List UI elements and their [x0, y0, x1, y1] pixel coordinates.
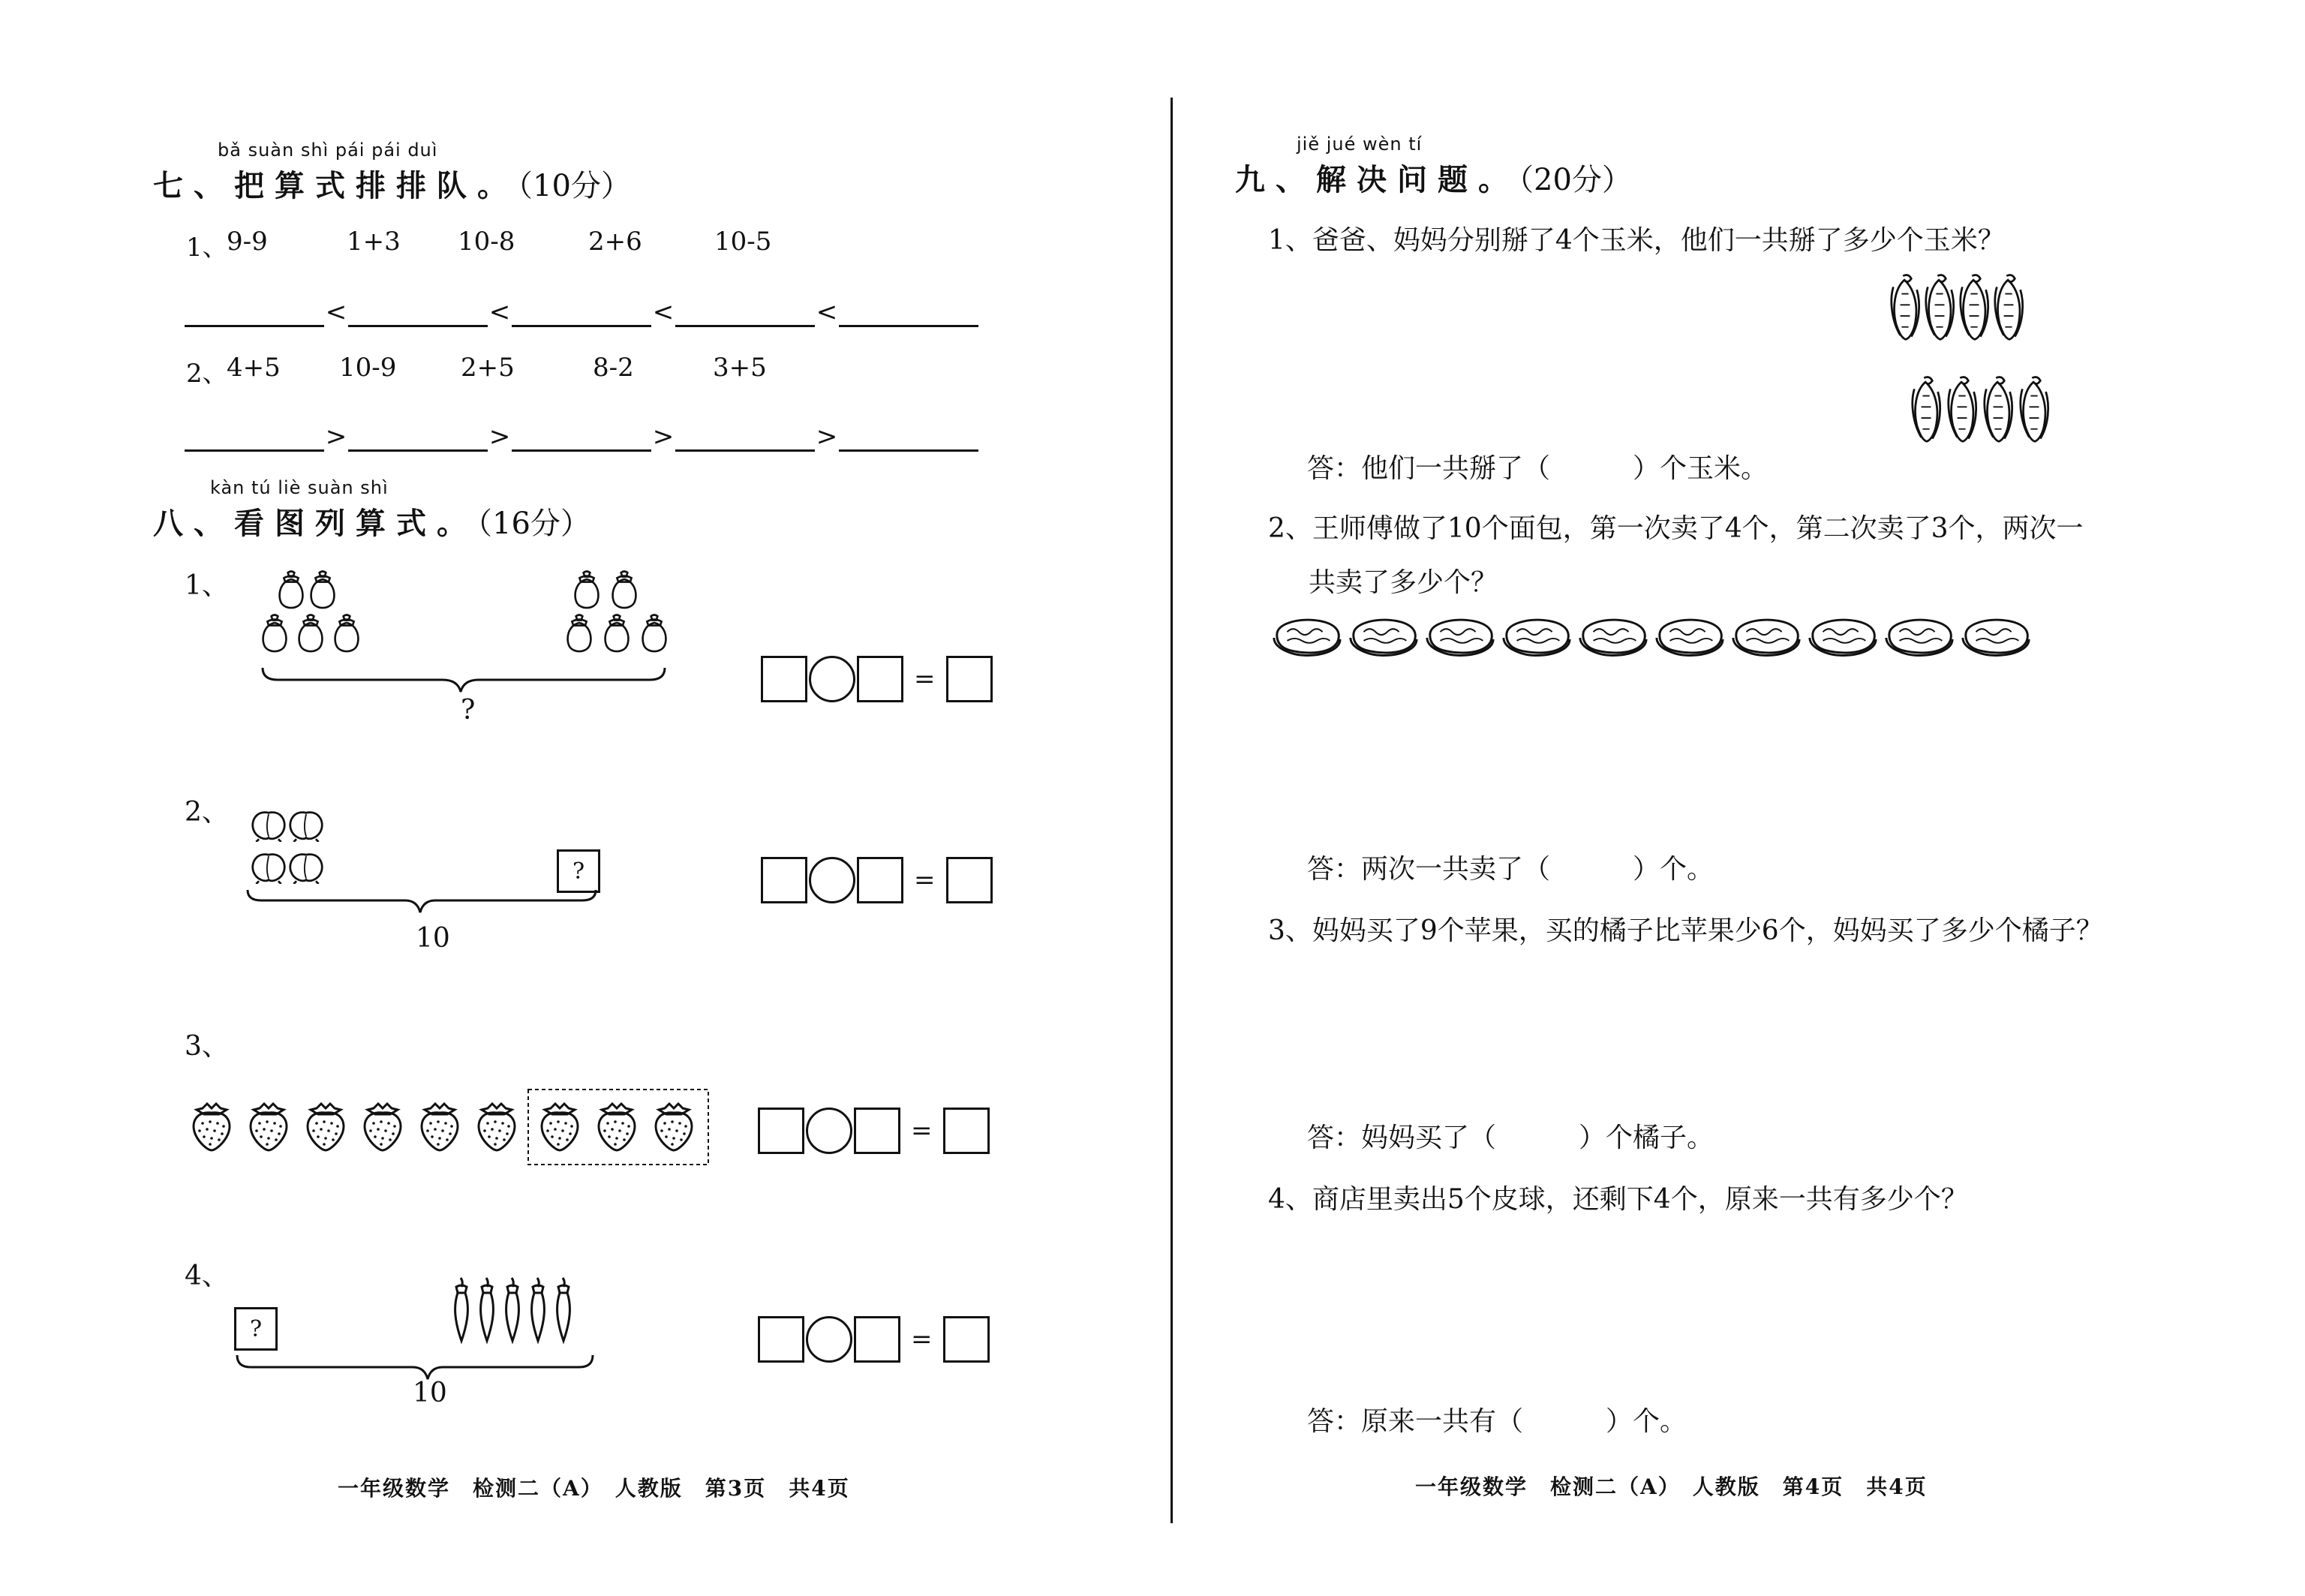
answer-blank[interactable]	[675, 299, 815, 327]
s8-q4-question-box: ?	[234, 1307, 278, 1351]
equals-sign: =	[914, 865, 936, 895]
operator-circle[interactable]	[806, 1108, 852, 1154]
s9-q2-picture	[1267, 608, 2047, 668]
answer-box[interactable]	[758, 1316, 804, 1363]
answer-suffix: ）个。	[1606, 1406, 1687, 1437]
s8-q3-picture	[185, 1087, 717, 1169]
answer-box[interactable]	[946, 857, 993, 903]
s8-q2-picture	[240, 803, 600, 915]
operator-circle[interactable]	[806, 1316, 852, 1363]
s8-q4-equation	[758, 1316, 990, 1363]
answer-blank[interactable]	[348, 424, 488, 452]
s7-row1-expr: 10-8	[458, 227, 515, 257]
answer-blank[interactable]	[675, 424, 815, 452]
s7-row2-answer-line	[185, 422, 978, 452]
greater-than-sign: >	[325, 422, 347, 452]
answer-suffix: ）个玉米。	[1633, 453, 1769, 484]
s9-q4-text: 4、商店里卖出5个皮球，还剩下4个，原来一共有多少个？	[1268, 1184, 1968, 1215]
page-divider	[1171, 98, 1173, 1523]
answer-box[interactable]	[943, 1316, 990, 1363]
greater-than-sign: >	[488, 422, 511, 452]
answer-box[interactable]	[946, 656, 993, 702]
s8-q3-equation	[758, 1108, 990, 1154]
s8-q2-brace-label: 10	[416, 923, 450, 954]
operator-circle[interactable]	[809, 857, 855, 903]
s8-q1-label: 1、	[185, 570, 229, 601]
s8-q4-label: 4、	[185, 1261, 229, 1291]
section7-heading	[153, 162, 631, 205]
section9-heading	[1235, 156, 1632, 199]
s7-row2-expr: 10-9	[339, 353, 397, 383]
equals-sign: =	[911, 1116, 933, 1146]
s7-row1-answer-line	[185, 297, 978, 327]
corn-icon	[1892, 275, 2048, 441]
answer-box[interactable]	[857, 656, 903, 702]
answer-box[interactable]	[943, 1108, 990, 1154]
answer-box[interactable]	[758, 1108, 804, 1154]
s9-q2-answer	[1307, 848, 1714, 886]
bread-icon	[1274, 620, 2029, 655]
s7-row1-expr: 10-5	[714, 227, 772, 257]
strawberry-icon	[194, 1104, 692, 1150]
s7-row1-expr: 9-9	[227, 227, 268, 257]
s7-row2-expr: 2+5	[461, 353, 515, 383]
section8-pinyin: kàn tú liè suàn shì	[210, 477, 389, 498]
answer-blank[interactable]	[185, 424, 324, 452]
s7-row2-label: 2、	[186, 359, 228, 389]
answer-suffix: ）个橘子。	[1579, 1123, 1714, 1153]
greater-than-sign: >	[652, 422, 675, 452]
brace	[248, 890, 596, 912]
s9-q3-answer	[1307, 1117, 1714, 1155]
s9-q3-text: 3、妈妈买了9个苹果，买的橘子比苹果少6个，妈妈买了多少个橘子？	[1268, 915, 2103, 946]
section9-title: 九、解决问题。	[1235, 162, 1519, 197]
s7-row2-expr: 3+5	[713, 353, 767, 383]
section8-title: 八、看图列算式。	[153, 506, 477, 541]
s7-row1-label: 1、	[186, 233, 228, 263]
peach-icon	[253, 813, 322, 884]
answer-suffix: ）个。	[1633, 854, 1714, 885]
equals-sign: =	[911, 1324, 933, 1354]
answer-blank[interactable]	[185, 299, 324, 327]
section7-title: 七、把算式排排队。	[153, 168, 518, 203]
pepper-icon	[455, 1278, 570, 1341]
section7-pinyin: bǎ suàn shì pái pái duì	[218, 140, 438, 161]
s8-q4-picture	[233, 1268, 600, 1396]
s9-q1-text: 1、爸爸、妈妈分别掰了4个玉米，他们一共掰了多少个玉米？	[1268, 225, 2005, 256]
brace	[263, 668, 665, 692]
s9-q1-answer	[1307, 447, 1768, 485]
answer-prefix: 答：两次一共卖了（	[1307, 854, 1551, 885]
s8-q1-equation	[761, 656, 993, 702]
answer-blank[interactable]	[839, 424, 978, 452]
answer-box[interactable]	[854, 1108, 900, 1154]
less-than-sign: <	[652, 297, 675, 327]
answer-prefix: 答：原来一共有（	[1307, 1406, 1524, 1437]
s8-q1-brace-label: ?	[461, 695, 476, 726]
section8-score: （16分）	[477, 506, 591, 541]
dashed-group-box	[528, 1090, 708, 1165]
answer-prefix: 答：妈妈买了（	[1307, 1123, 1497, 1153]
s7-row1-expr: 2+6	[588, 227, 642, 257]
answer-blank[interactable]	[839, 299, 978, 327]
s9-q2-text-line2: 共卖了多少个？	[1309, 567, 1498, 598]
answer-box[interactable]	[761, 656, 807, 702]
answer-blank[interactable]	[348, 299, 488, 327]
answer-blank[interactable]	[512, 299, 651, 327]
equals-sign: =	[914, 664, 936, 694]
s8-q2-question-box: ?	[557, 849, 600, 893]
s9-q1-picture	[1873, 267, 2083, 462]
section7-score: （10分）	[518, 169, 631, 203]
answer-box[interactable]	[857, 857, 903, 903]
s7-row1-expr: 1+3	[347, 227, 401, 257]
s7-row2-expr: 4+5	[227, 353, 281, 383]
answer-prefix: 答：他们一共掰了（	[1307, 453, 1551, 484]
s9-q4-answer	[1307, 1400, 1687, 1438]
right-page-footer: 一年级数学 检测二（A） 人教版 第4页 共4页	[1415, 1474, 1928, 1499]
less-than-sign: <	[816, 297, 838, 327]
operator-circle[interactable]	[809, 656, 855, 702]
section8-heading	[153, 500, 591, 543]
s8-q4-brace-label: 10	[413, 1378, 447, 1408]
s8-q2-label: 2、	[185, 797, 229, 828]
greater-than-sign: >	[816, 422, 838, 452]
less-than-sign: <	[488, 297, 511, 327]
answer-box[interactable]	[761, 857, 807, 903]
answer-blank[interactable]	[512, 424, 651, 452]
left-page-footer: 一年级数学 检测二（A） 人教版 第3页 共4页	[338, 1476, 850, 1501]
section9-score: （20分）	[1519, 163, 1632, 197]
s8-q2-equation	[761, 857, 993, 903]
brace	[237, 1355, 593, 1379]
s7-row2-expr: 8-2	[593, 353, 634, 383]
less-than-sign: <	[325, 297, 347, 327]
answer-box[interactable]	[854, 1316, 900, 1363]
s8-q3-label: 3、	[185, 1031, 229, 1062]
section9-pinyin: jiě jué wèn tí	[1297, 134, 1423, 155]
eggplant-icon	[263, 572, 666, 652]
s9-q2-text-line1: 2、王师傅做了10个面包，第一次卖了4个，第二次卖了3个，两次一	[1268, 513, 2084, 544]
